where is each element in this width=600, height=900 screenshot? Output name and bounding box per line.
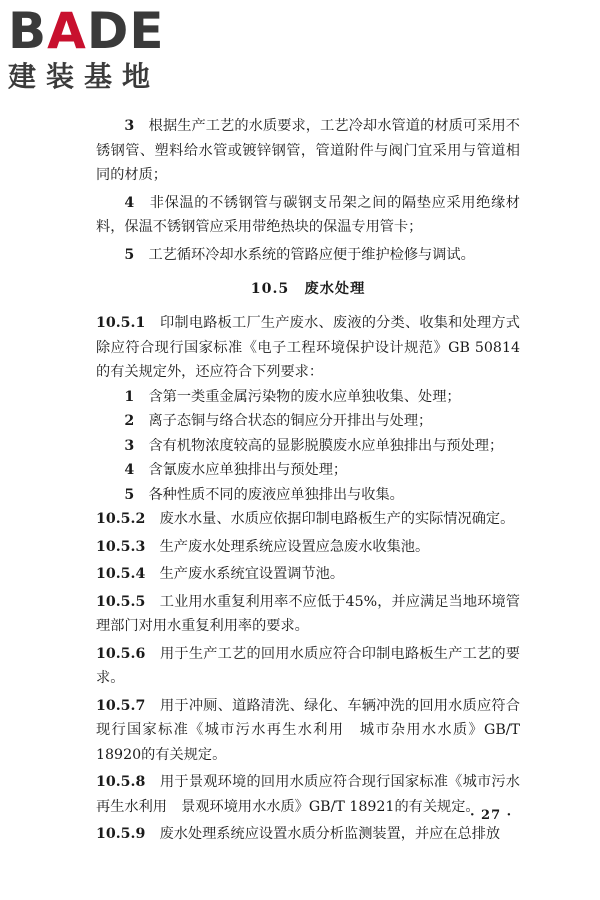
logo-letters-de: DE bbox=[86, 2, 165, 60]
logo-wordmark bbox=[8, 4, 178, 58]
clause: 10.5.6 用于生产工艺的回用水质应符合印制电路板生产工艺的要求。 bbox=[96, 645, 520, 686]
sub-item: 2 离子态铜与络合状态的铜应分开排出与处理； bbox=[124, 413, 433, 429]
sub-item: 5 各种性质不同的废液应单独排出与收集。 bbox=[124, 486, 404, 503]
sub-item: 4 含氰废水应单独排出与预处理； bbox=[124, 462, 348, 478]
sub-item: 1 含第一类重金属污染物的废水应单独收集、处理； bbox=[124, 388, 461, 405]
list-item: 3 根据生产工艺的水质要求，工艺冷却水管道的材质可采用不锈钢管、塑料给水管或镀锌钢管，管道附件与阀门宜采用与管道相同的材质； bbox=[96, 118, 520, 183]
clause: 10.5.3 生产废水处理系统应设置应急废水收集池。 bbox=[96, 538, 430, 555]
list-item: 4 非保温的不锈钢管与碳钢支吊架之间的隔垫应采用绝缘材料，保温不锈钢管应采用带绝热块的保温专用管卡； bbox=[96, 194, 520, 235]
clause: 10.5.5 工业用水重复利用率不应低于45%，并应满足当地环境管理部门对用水重复利用率的要求。 bbox=[96, 593, 520, 634]
logo-subtitle: 建装基地 bbox=[8, 60, 161, 93]
clause: 10.5.8 用于景观环境的回用水质应符合现行国家标准《城市污水再生水利用 景观环境用水水质》GB/T 18921的有关规定。 bbox=[96, 774, 520, 815]
clause: 10.5.7 用于冲厕、道路清洗、绿化、车辆冲洗的回用水质应符合现行国家标准《城市污水再生水利用 城市杂用水水质》GB/T 18920的有关规定。 bbox=[96, 697, 520, 763]
brand-logo bbox=[8, 4, 178, 94]
list-item: 5 工艺循环冷却水系统的管路应便于维护检修与调试。 bbox=[124, 246, 475, 263]
clause: 10.5.2 废水水量、水质应依据印制电路板生产的实际情况确定。 bbox=[96, 511, 515, 527]
section-title: 10.5 废水处理 bbox=[250, 281, 366, 297]
clause: 10.5.1 印制电路板工厂生产废水、废液的分类、收集和处理方式除应符合现行国家标准《电子工程环境保护设计规范》GB 50814的有关规定外，还应符合下列要求： bbox=[96, 315, 520, 380]
sub-item: 3 含有机物浓度较高的显影脱膜废水应单独排出与预处理； bbox=[124, 437, 504, 454]
document-body bbox=[96, 114, 520, 847]
page-number: · 27 · bbox=[470, 808, 513, 823]
logo-letter-b: B bbox=[8, 2, 48, 60]
logo-letter-a: A bbox=[47, 2, 87, 60]
clause: 10.5.9 废水处理系统应设置水质分析监测装置，并应在总排放 bbox=[96, 826, 501, 842]
clause: 10.5.4 生产废水系统宜设置调节池。 bbox=[96, 566, 345, 582]
